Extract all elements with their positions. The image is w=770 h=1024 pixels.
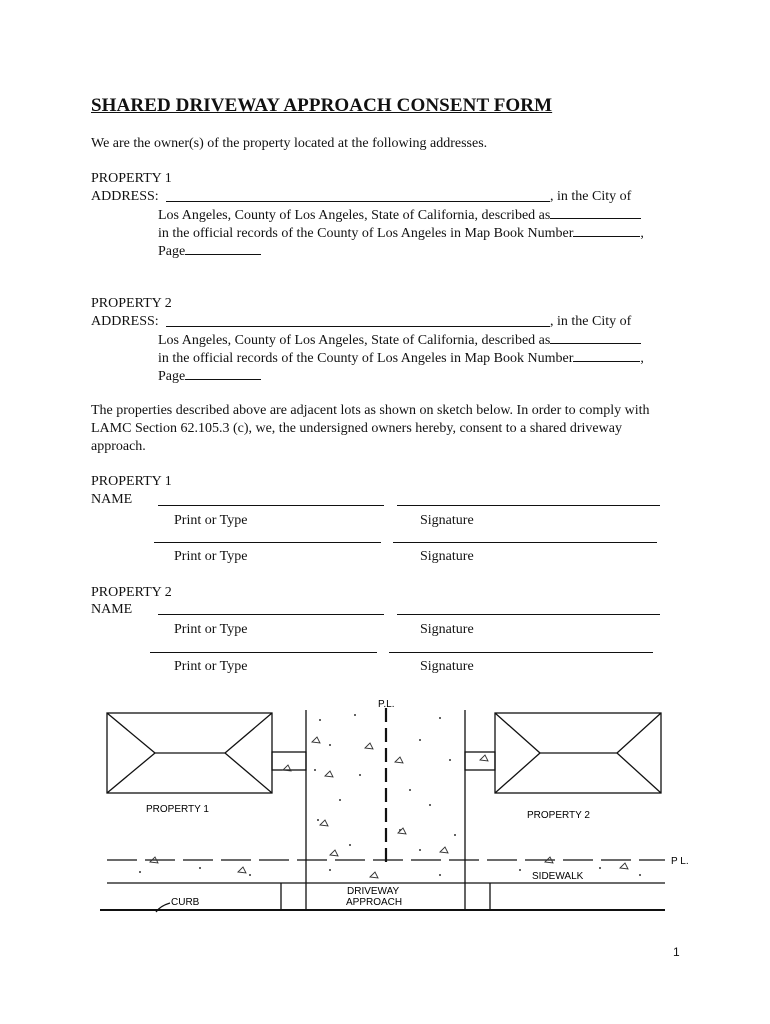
property-2-city-suffix: , in the City of: [550, 314, 632, 329]
page-number: 1: [673, 945, 680, 959]
consent-paragraph: The properties described above are adjacent lots as shown on sketch below. In order to comply with LAMC Section 62.105.3 (c), we, the undersigned owners hereby, consent to a shared driveway approach.: [91, 403, 650, 454]
driveway-label-line-1: DRIVEWAY: [347, 886, 400, 897]
property-2-heading: PROPERTY 2: [91, 296, 172, 311]
property-1-city-suffix: , in the City of: [550, 189, 632, 204]
property-2-address-label: ADDRESS:: [91, 314, 159, 329]
property-2-sketch-label: PROPERTY 2: [527, 810, 590, 821]
pl-top-label: P.L.: [378, 699, 395, 710]
property-1-sign-heading: PROPERTY 1: [91, 474, 172, 489]
property-1-description-text: Los Angeles, County of Los Angeles, State of California, described as: [158, 208, 551, 223]
aggregate-marks: [150, 737, 628, 878]
property-2-print-label-2: Print or Type: [174, 659, 248, 674]
pl-right-label: P L.: [671, 856, 689, 867]
property-2-map-book-suffix: ,: [640, 351, 644, 366]
curb-label: CURB: [171, 897, 200, 908]
property-1-heading: PROPERTY 1: [91, 171, 172, 186]
property-2-walkway: [465, 752, 495, 770]
sidewalk-label: SIDEWALK: [532, 871, 584, 882]
property-1-map-book-suffix: ,: [640, 226, 644, 241]
property-1-print-label-2: Print or Type: [174, 549, 248, 564]
intro-text: We are the owner(s) of the property located at the following addresses.: [91, 136, 488, 151]
property-2-signature-label-2: Signature: [420, 659, 474, 674]
property-1-page-label: Page: [158, 244, 186, 259]
property-2-name-label: NAME: [91, 602, 133, 617]
property-2-description-text: Los Angeles, County of Los Angeles, State of California, described as: [158, 333, 551, 348]
property-1-name-label: NAME: [91, 492, 133, 507]
property-2-sign-heading: PROPERTY 2: [91, 585, 172, 600]
property-1-signature-label-1: Signature: [420, 513, 474, 528]
property-1-address-label: ADDRESS:: [91, 189, 159, 204]
property-1-print-label-1: Print or Type: [174, 513, 248, 528]
concrete-stipple: [139, 714, 641, 876]
driveway-label-line-2: APPROACH: [346, 897, 403, 908]
property-2-map-book-text: in the official records of the County of Los Angeles in Map Book Number: [158, 351, 574, 366]
property-2-house-roof: [495, 713, 661, 793]
property-1-sketch-label: PROPERTY 1: [146, 804, 209, 815]
property-1-map-book-text: in the official records of the County of Los Angeles in Map Book Number: [158, 226, 574, 241]
property-1-house-roof: [107, 713, 272, 793]
property-2-page-label: Page: [158, 369, 186, 384]
property-1-signature-label-2: Signature: [420, 549, 474, 564]
form-title: SHARED DRIVEWAY APPROACH CONSENT FORM: [91, 95, 553, 116]
property-2-print-label-1: Print or Type: [174, 622, 248, 637]
property-2-signature-label-1: Signature: [420, 622, 474, 637]
